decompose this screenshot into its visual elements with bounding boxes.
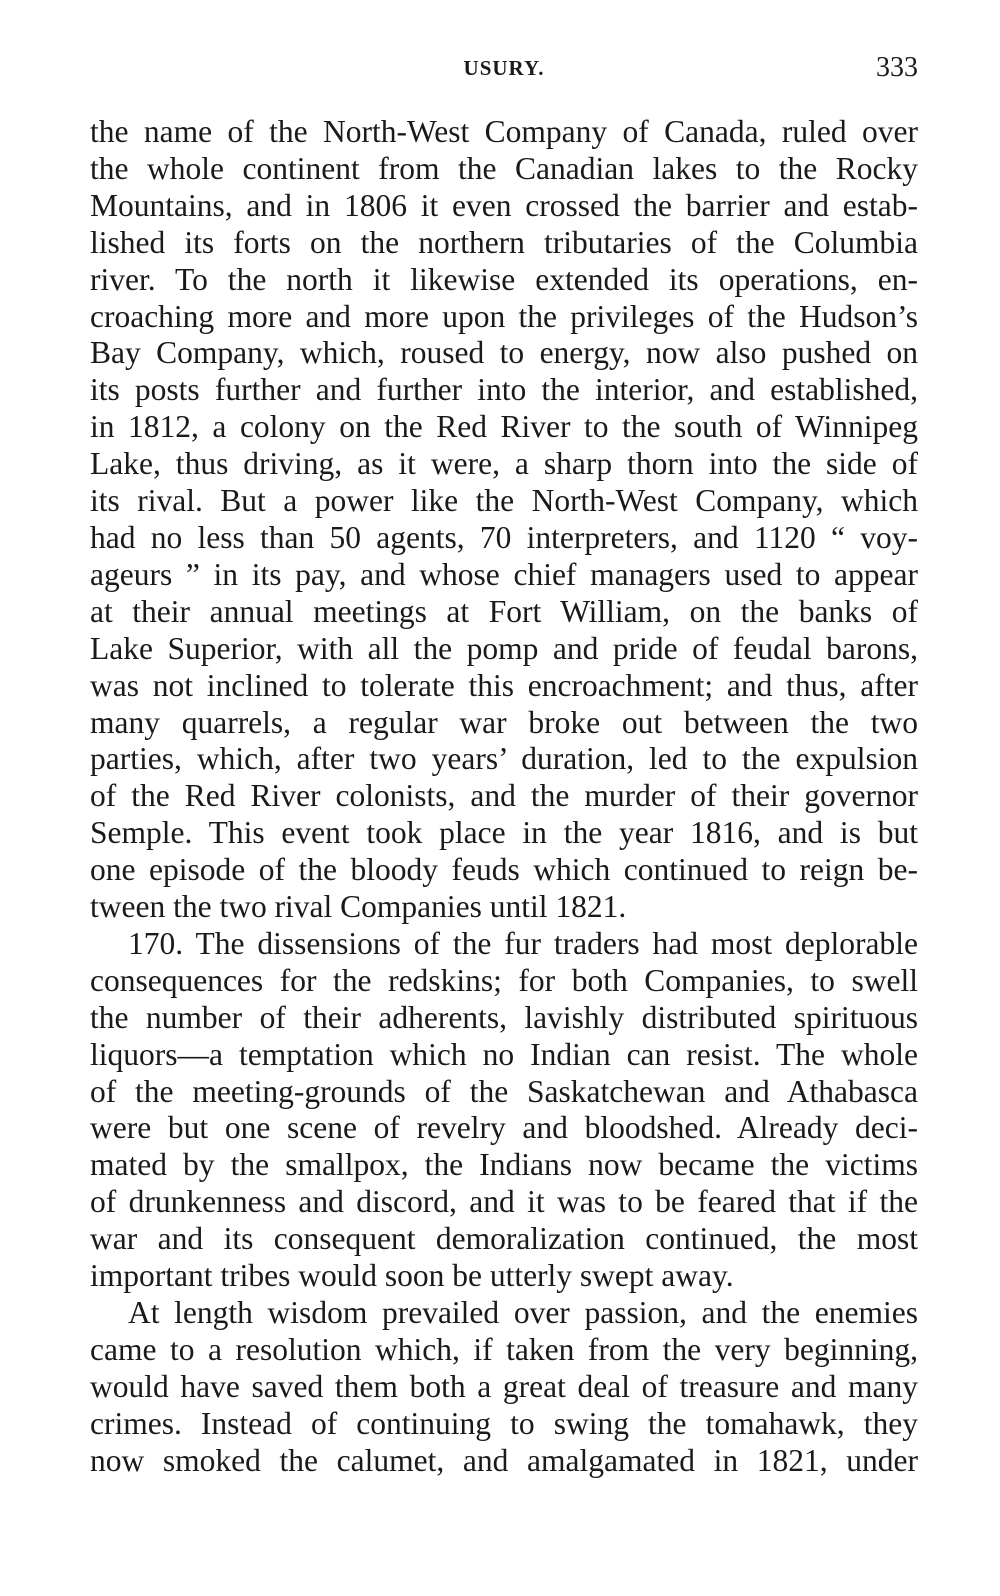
text-line: were but one scene of revelry and bloodshed. Already deci-: [90, 1110, 918, 1146]
text-line: mated by the smallpox, the Indians now became the victims: [90, 1147, 918, 1183]
text-line: crimes. Instead of continuing to swing the tomahawk, they: [90, 1405, 918, 1441]
text-line: Lake, thus driving, as it were, a sharp thorn into the side of: [90, 446, 918, 482]
running-head: [90, 52, 918, 92]
text-line: 170. The dissensions of the fur traders had most deplorable: [128, 925, 918, 961]
text-line: consequences for the redskins; for both Companies, to swell: [90, 962, 918, 998]
text-line: the whole continent from the Canadian lakes to the Rocky: [90, 150, 918, 186]
text-line: at their annual meetings at Fort William, on the banks of: [90, 593, 918, 629]
text-line: of drunkenness and discord, and it was to be feared that if the: [90, 1184, 918, 1220]
text-line: ageurs ” in its pay, and whose chief managers used to appear: [90, 556, 918, 592]
text-line: Lake Superior, with all the pomp and pride of feudal barons,: [90, 630, 918, 666]
text-line: lished its forts on the northern tributaries of the Columbia: [90, 224, 918, 260]
paragraph-3: [90, 1295, 918, 1480]
text-line: liquors—a temptation which no Indian can resist. The whole: [90, 1036, 918, 1072]
text-line: was not inclined to tolerate this encroachment; and thus, after: [90, 667, 918, 703]
text-line: of the Red River colonists, and the murder of their governor: [90, 778, 918, 814]
text-line: the number of their adherents, lavishly distributed spirituous: [90, 999, 918, 1035]
text-line: Mountains, and in 1806 it even crossed the barrier and estab-: [90, 187, 918, 223]
book-page: [90, 52, 918, 1480]
running-title: USURY.: [463, 56, 545, 80]
text-line: one episode of the bloody feuds which continued to reign be-: [90, 852, 918, 888]
text-line: in 1812, a colony on the Red River to the south of Winnipeg: [90, 409, 918, 445]
text-line: war and its consequent demoralization continued, the most: [90, 1221, 918, 1257]
text-line: of the meeting-grounds of the Saskatchewan and Athabasca: [90, 1073, 918, 1109]
text-line: had no less than 50 agents, 70 interpreters, and 1120 “ voy-: [90, 519, 918, 555]
text-line: now smoked the calumet, and amalgamated in 1821, under: [90, 1442, 918, 1478]
text-line: At length wisdom prevailed over passion, and the enemies: [128, 1295, 918, 1330]
text-line: important tribes would soon be utterly swept away.: [90, 1258, 734, 1294]
text-line: river. To the north it likewise extended its operations, en-: [90, 261, 918, 297]
text-line: croaching more and more upon the privileges of the Hudson’s: [90, 298, 918, 334]
text-line: would have saved them both a great deal of treasure and many: [90, 1368, 918, 1404]
text-line: came to a resolution which, if taken from the very beginning,: [90, 1331, 918, 1367]
text-line: its rival. But a power like the North-West Company, which: [90, 483, 918, 519]
paragraph-2: [90, 926, 918, 1295]
text-line: its posts further and further into the interior, and established,: [90, 372, 918, 408]
body-text: [90, 114, 918, 1480]
text-line: many quarrels, a regular war broke out between the two: [90, 704, 918, 740]
text-line: the name of the North-West Company of Canada, ruled over: [90, 114, 918, 149]
page-number: 333: [876, 52, 918, 83]
text-line: parties, which, after two years’ duration, led to the expulsion: [90, 741, 918, 777]
text-line: Bay Company, which, roused to energy, now also pushed on: [90, 335, 918, 371]
paragraph-1: [90, 114, 918, 926]
text-line: Semple. This event took place in the year 1816, and is but: [90, 815, 918, 851]
text-line: tween the two rival Companies until 1821.: [90, 889, 627, 925]
